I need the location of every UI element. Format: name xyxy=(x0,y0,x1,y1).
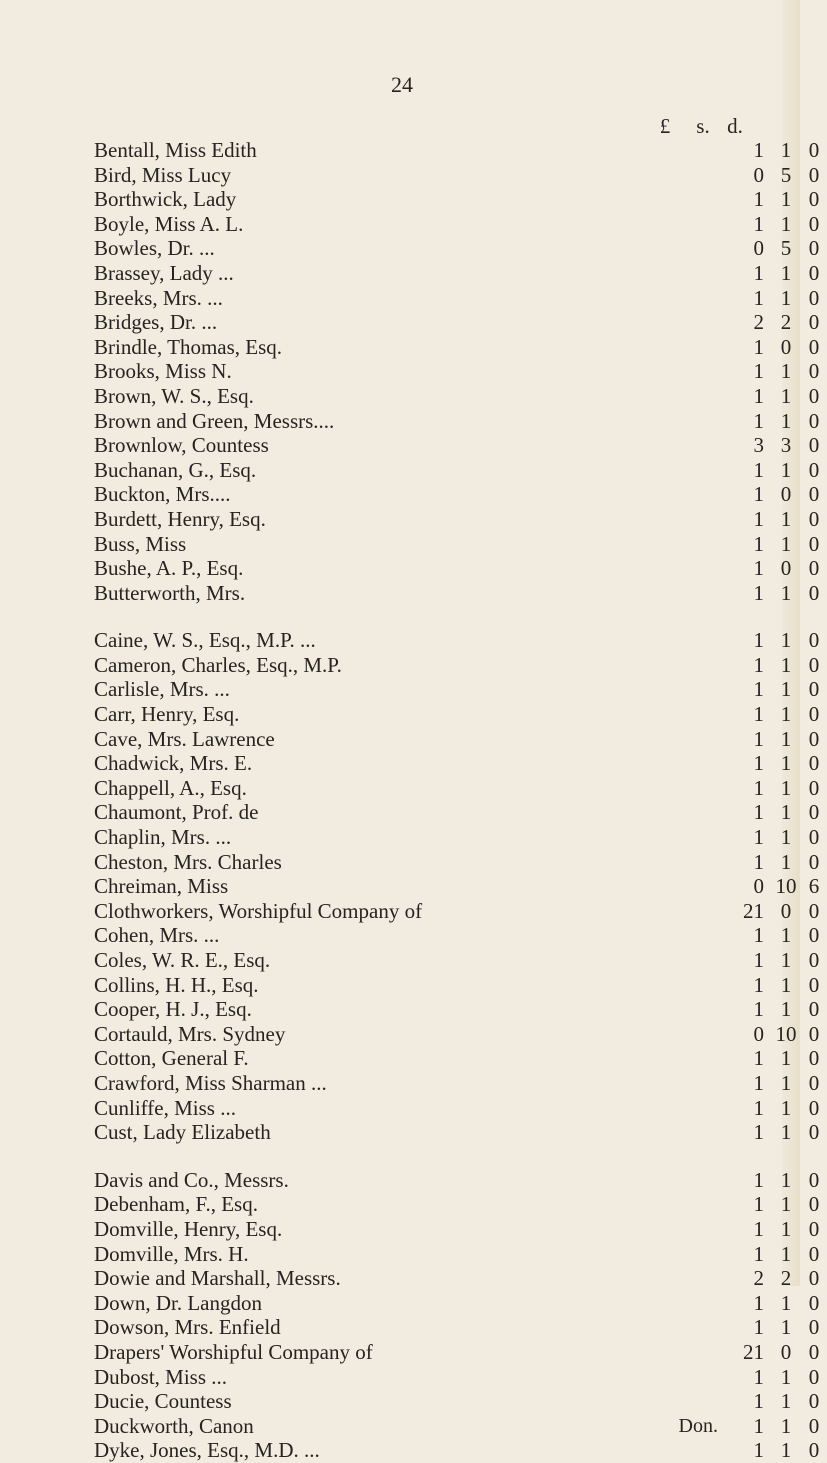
pounds-amount: 1 xyxy=(753,1389,764,1414)
pence-amount: 0 xyxy=(808,1192,820,1217)
list-item xyxy=(94,1290,820,1316)
subscriber-name: Bushe, A. P., Esq. xyxy=(94,556,244,581)
subscriber-name: Clothworkers, Worshipful Company of xyxy=(94,898,423,923)
pounds-amount: 1 xyxy=(753,211,764,236)
list-item xyxy=(94,310,820,335)
list-item xyxy=(94,1364,820,1390)
pence-amount: 0 xyxy=(808,1290,820,1315)
list-item xyxy=(94,1266,820,1291)
list-item xyxy=(94,580,820,606)
pence-amount: 0 xyxy=(808,751,820,776)
pounds-header: £ xyxy=(659,114,671,138)
subscriber-name: Cust, Lady Elizabeth xyxy=(94,1120,271,1145)
pence-amount: 0 xyxy=(808,1021,820,1046)
shillings-amount: 10 xyxy=(775,874,797,899)
pence-amount: 0 xyxy=(808,1241,820,1266)
pounds-amount: 1 xyxy=(753,948,764,972)
pounds-amount: 1 xyxy=(753,1364,764,1389)
pence-amount: 0 xyxy=(808,1438,820,1463)
shillings-amount: 1 xyxy=(780,408,792,433)
pence-amount: 0 xyxy=(808,457,820,482)
subscriber-name: Cortauld, Mrs. Sydney xyxy=(94,1021,286,1046)
pounds-amount: 3 xyxy=(753,433,764,458)
shillings-amount: 1 xyxy=(780,260,792,285)
shillings-amount: 1 xyxy=(780,948,792,972)
subscriber-name: Carlisle, Mrs. ... xyxy=(94,677,230,702)
list-item xyxy=(94,1167,820,1193)
subscriber-name: Down, Dr. Langdon xyxy=(94,1290,262,1315)
pounds-amount: 1 xyxy=(753,825,764,850)
pence-amount: 0 xyxy=(808,997,820,1022)
pence-amount: 0 xyxy=(808,972,820,997)
subscriber-name: Cheston, Mrs. Charles xyxy=(94,849,282,874)
pence-amount: 0 xyxy=(808,334,820,359)
list-item xyxy=(94,1438,820,1463)
shillings-amount: 1 xyxy=(780,1070,792,1095)
shillings-amount: 1 xyxy=(780,1364,792,1389)
subscriber-name: Bentall, Miss Edith xyxy=(94,138,257,162)
shillings-amount: 0 xyxy=(780,556,792,581)
pounds-amount: 1 xyxy=(753,775,764,800)
shillings-amount: 1 xyxy=(780,1046,792,1071)
list-item xyxy=(94,677,820,702)
subscriber-name: Dowie and Marshall, Messrs. xyxy=(94,1266,341,1291)
subscriber-name: Davis and Co., Messrs. xyxy=(94,1167,289,1192)
subscriber-name: Boyle, Miss A. L. xyxy=(94,211,244,236)
list-item xyxy=(94,531,820,557)
pence-amount: 0 xyxy=(808,1216,820,1241)
shillings-amount: 10 xyxy=(775,1021,797,1046)
shillings-amount: 0 xyxy=(780,334,792,359)
subscriber-name: Bridges, Dr. ... xyxy=(94,310,218,335)
pounds-amount: 1 xyxy=(753,923,764,948)
pence-amount: 0 xyxy=(808,1095,820,1120)
pounds-amount: 0 xyxy=(753,1021,764,1046)
shillings-amount: 5 xyxy=(780,236,792,261)
pence-amount: 0 xyxy=(808,285,820,310)
list-item xyxy=(94,383,820,409)
list-item xyxy=(94,457,820,483)
pounds-amount: 1 xyxy=(753,383,764,408)
list-item xyxy=(94,1070,820,1096)
pounds-amount: 21 xyxy=(743,1339,764,1364)
list-item xyxy=(94,775,820,801)
shillings-amount: 0 xyxy=(780,1339,792,1364)
shillings-amount: 1 xyxy=(780,997,792,1022)
subscriber-name: Domville, Mrs. H. xyxy=(94,1241,249,1266)
list-item xyxy=(94,825,820,850)
list-item xyxy=(94,482,820,507)
shillings-amount: 1 xyxy=(780,1241,792,1266)
pounds-amount: 2 xyxy=(753,310,764,335)
pounds-amount: 0 xyxy=(753,874,764,899)
pence-amount: 0 xyxy=(808,531,820,556)
subscriber-name: Buckton, Mrs.... xyxy=(94,482,231,507)
pence-amount: 0 xyxy=(808,1364,820,1389)
pounds-amount: 1 xyxy=(753,1046,764,1071)
list-item xyxy=(94,1339,820,1365)
list-item xyxy=(94,849,820,875)
pence-amount: 0 xyxy=(808,433,820,458)
pence-amount: 0 xyxy=(808,383,820,408)
pence-amount: 0 xyxy=(808,775,820,800)
shillings-amount: 1 xyxy=(780,138,792,162)
subscriber-name: Burdett, Henry, Esq. xyxy=(94,506,266,531)
pence-amount: 0 xyxy=(808,923,820,948)
subscriber-name: Carr, Henry, Esq. xyxy=(94,702,240,727)
subscriber-name: Cooper, H. J., Esq. xyxy=(94,997,252,1022)
list-item xyxy=(94,187,820,212)
subscriber-name: Brownlow, Countess xyxy=(94,433,269,458)
list-item xyxy=(94,1241,820,1267)
subscriber-name: Brassey, Lady ... xyxy=(94,260,234,285)
pence-amount: 0 xyxy=(808,677,820,702)
pounds-amount: 1 xyxy=(753,1315,764,1340)
subscriber-name: Cohen, Mrs. ... xyxy=(94,923,220,948)
pounds-amount: 0 xyxy=(753,236,764,261)
pence-amount: 0 xyxy=(808,556,820,581)
pence-amount: 0 xyxy=(808,1266,820,1291)
pence-amount: 0 xyxy=(808,652,820,677)
subscriber-name: Cameron, Charles, Esq., M.P. xyxy=(94,652,342,677)
list-item xyxy=(94,1021,820,1047)
subscriber-name: Brindle, Thomas, Esq. xyxy=(94,334,283,359)
subscriber-name: Borthwick, Lady xyxy=(94,187,237,212)
pounds-amount: 21 xyxy=(743,898,764,923)
list-item xyxy=(94,506,820,532)
subscriber-name: Collins, H. H., Esq. xyxy=(94,972,259,997)
shillings-amount: 1 xyxy=(780,652,792,677)
subscriber-name: Duckworth, Canon xyxy=(94,1413,254,1438)
list-item xyxy=(94,334,820,360)
subscriber-name: Dyke, Jones, Esq., M.D. ... xyxy=(94,1438,320,1463)
pounds-amount: 1 xyxy=(753,726,764,751)
list-item xyxy=(94,138,820,163)
subscriber-name: Brown and Green, Messrs.... xyxy=(94,408,335,433)
list-item xyxy=(94,652,820,678)
pounds-amount: 1 xyxy=(753,652,764,677)
list-item xyxy=(94,997,820,1022)
pence-header: d. xyxy=(727,114,743,138)
subscriber-name: Ducie, Countess xyxy=(94,1389,232,1414)
pence-amount: 0 xyxy=(808,1339,820,1364)
pence-amount: 0 xyxy=(808,138,820,162)
shillings-amount: 5 xyxy=(780,162,792,187)
pounds-amount: 1 xyxy=(753,482,764,507)
pence-amount: 0 xyxy=(808,726,820,751)
subscriber-name: Debenham, F., Esq. xyxy=(94,1192,258,1217)
pence-amount: 0 xyxy=(808,482,820,507)
subscriber-name: Cotton, General F. xyxy=(94,1046,249,1071)
subscriber-name: Chaplin, Mrs. ... xyxy=(94,825,232,850)
subscriber-name: Chappell, A., Esq. xyxy=(94,775,247,800)
pounds-amount: 1 xyxy=(753,677,764,702)
subscriber-name: Chreiman, Miss xyxy=(94,874,229,899)
pence-amount: 0 xyxy=(808,260,820,285)
list-item xyxy=(94,1315,820,1340)
shillings-header: s. xyxy=(696,114,710,138)
pounds-amount: 1 xyxy=(753,702,764,727)
list-item xyxy=(94,1192,820,1217)
shillings-amount: 1 xyxy=(780,580,792,605)
subscriber-name: Cave, Mrs. Lawrence xyxy=(94,726,275,751)
shillings-amount: 0 xyxy=(780,898,792,923)
shillings-amount: 3 xyxy=(780,433,792,458)
pence-amount: 0 xyxy=(808,628,820,653)
pence-amount: 0 xyxy=(808,211,820,236)
pounds-amount: 1 xyxy=(753,800,764,825)
list-item xyxy=(94,433,820,458)
pence-amount: 6 xyxy=(808,874,820,899)
pounds-amount: 1 xyxy=(753,751,764,776)
list-item xyxy=(94,162,820,188)
subscriber-name: Buchanan, G., Esq. xyxy=(94,457,257,482)
shillings-amount: 1 xyxy=(780,775,792,800)
shillings-amount: 1 xyxy=(780,1389,792,1414)
shillings-amount: 1 xyxy=(780,1167,792,1192)
shillings-amount: 1 xyxy=(780,1438,792,1463)
pence-amount: 0 xyxy=(808,1120,820,1145)
pounds-amount: 1 xyxy=(753,1216,764,1241)
subscriber-name: Chaumont, Prof. de xyxy=(94,800,259,825)
list-item xyxy=(94,751,820,776)
shillings-amount: 1 xyxy=(780,531,792,556)
list-item xyxy=(94,359,820,384)
shillings-amount: 1 xyxy=(780,1120,792,1145)
subscriber-name: Buss, Miss xyxy=(94,531,187,556)
pounds-amount: 1 xyxy=(753,457,764,482)
list-item xyxy=(94,1216,820,1242)
pence-amount: 0 xyxy=(808,849,820,874)
pounds-amount: 1 xyxy=(753,849,764,874)
subscriber-list xyxy=(94,138,820,1463)
shillings-amount: 1 xyxy=(780,726,792,751)
subscriber-name: Bowles, Dr. ... xyxy=(94,236,215,261)
pence-amount: 0 xyxy=(808,310,820,335)
pence-amount: 0 xyxy=(808,1167,820,1192)
list-item xyxy=(94,556,820,581)
pence-amount: 0 xyxy=(808,1070,820,1095)
list-item xyxy=(94,628,820,653)
shillings-amount: 1 xyxy=(780,628,792,653)
list-item xyxy=(94,211,820,237)
pounds-amount: 1 xyxy=(753,1095,764,1120)
pence-amount: 0 xyxy=(808,162,820,187)
list-item xyxy=(94,898,820,924)
shillings-amount: 1 xyxy=(780,800,792,825)
subscriber-name: Brown, W. S., Esq. xyxy=(94,383,254,408)
pounds-amount: 2 xyxy=(753,1266,764,1291)
pence-amount: 0 xyxy=(808,948,820,972)
list-item xyxy=(94,726,820,752)
pounds-amount: 1 xyxy=(753,138,764,162)
pence-amount: 0 xyxy=(808,408,820,433)
pounds-amount: 1 xyxy=(753,285,764,310)
pounds-amount: 1 xyxy=(753,334,764,359)
shillings-amount: 1 xyxy=(780,825,792,850)
pounds-amount: 1 xyxy=(753,1120,764,1145)
list-item xyxy=(94,1413,820,1439)
pence-amount: 0 xyxy=(808,1315,820,1340)
shillings-amount: 1 xyxy=(780,506,792,531)
shillings-amount: 1 xyxy=(780,359,792,384)
list-item xyxy=(94,1120,820,1145)
list-item xyxy=(94,236,820,261)
subscriber-name: Domville, Henry, Esq. xyxy=(94,1216,283,1241)
list-item xyxy=(94,702,820,727)
shillings-amount: 2 xyxy=(780,1266,792,1291)
list-item xyxy=(94,1389,820,1414)
shillings-amount: 1 xyxy=(780,187,792,212)
subscriber-name: Cunliffe, Miss ... xyxy=(94,1095,236,1120)
shillings-amount: 0 xyxy=(780,482,792,507)
pence-amount: 0 xyxy=(808,506,820,531)
pence-amount: 0 xyxy=(808,1389,820,1414)
subscriber-name: Brooks, Miss N. xyxy=(94,359,232,384)
pounds-amount: 1 xyxy=(753,1413,764,1438)
pence-amount: 0 xyxy=(808,825,820,850)
pounds-amount: 1 xyxy=(753,1192,764,1217)
list-item xyxy=(94,285,820,311)
pounds-amount: 1 xyxy=(753,580,764,605)
subscriber-name: Dowson, Mrs. Enfield xyxy=(94,1315,281,1340)
subscriber-name: Breeks, Mrs. ... xyxy=(94,285,223,310)
shillings-amount: 1 xyxy=(780,457,792,482)
shillings-amount: 1 xyxy=(780,702,792,727)
subscriber-name: Chadwick, Mrs. E. xyxy=(94,751,253,776)
list-item xyxy=(94,874,820,899)
list-item xyxy=(94,948,820,973)
pounds-amount: 1 xyxy=(753,260,764,285)
pounds-amount: 1 xyxy=(753,187,764,212)
donation-prefix: Don. xyxy=(678,1414,718,1437)
subscriber-name: Coles, W. R. E., Esq. xyxy=(94,948,271,972)
pounds-amount: 1 xyxy=(753,531,764,556)
list-item xyxy=(94,972,820,998)
pence-amount: 0 xyxy=(808,898,820,923)
list-item xyxy=(94,923,820,948)
shillings-amount: 1 xyxy=(780,1095,792,1120)
pounds-amount: 1 xyxy=(753,506,764,531)
pounds-amount: 1 xyxy=(753,408,764,433)
pounds-amount: 1 xyxy=(753,1290,764,1315)
shillings-amount: 1 xyxy=(780,383,792,408)
subscriber-name: Butterworth, Mrs. xyxy=(94,580,246,605)
shillings-amount: 1 xyxy=(780,849,792,874)
shillings-amount: 1 xyxy=(780,211,792,236)
shillings-amount: 1 xyxy=(780,972,792,997)
pounds-amount: 1 xyxy=(753,1241,764,1266)
pounds-amount: 1 xyxy=(753,1070,764,1095)
pounds-amount: 1 xyxy=(753,997,764,1022)
shillings-amount: 1 xyxy=(780,1413,792,1438)
subscriber-name: Dubost, Miss ... xyxy=(94,1364,228,1389)
pence-amount: 0 xyxy=(808,187,820,212)
pounds-amount: 1 xyxy=(753,1167,764,1192)
shillings-amount: 1 xyxy=(780,1216,792,1241)
page-number: 24 xyxy=(391,72,413,97)
currency-column-header xyxy=(650,114,790,140)
pence-amount: 0 xyxy=(808,1413,820,1438)
pence-amount: 0 xyxy=(808,580,820,605)
pounds-amount: 1 xyxy=(753,628,764,653)
shillings-amount: 1 xyxy=(780,677,792,702)
pounds-amount: 0 xyxy=(753,162,764,187)
pence-amount: 0 xyxy=(808,236,820,261)
subscriber-name: Crawford, Miss Sharman ... xyxy=(94,1070,327,1095)
subscriber-name: Drapers' Worshipful Company of xyxy=(94,1339,373,1364)
shillings-amount: 1 xyxy=(780,1290,792,1315)
shillings-amount: 1 xyxy=(780,923,792,948)
pence-amount: 0 xyxy=(808,359,820,384)
pounds-amount: 1 xyxy=(753,556,764,581)
subscriber-name: Bird, Miss Lucy xyxy=(94,162,232,187)
pence-amount: 0 xyxy=(808,1046,820,1071)
list-item xyxy=(94,260,820,286)
pounds-amount: 1 xyxy=(753,359,764,384)
list-item xyxy=(94,800,820,825)
shillings-amount: 1 xyxy=(780,1315,792,1340)
pounds-amount: 1 xyxy=(753,1438,764,1463)
list-item xyxy=(94,1046,820,1071)
subscriber-name: Caine, W. S., Esq., M.P. ... xyxy=(94,628,316,653)
pounds-amount: 1 xyxy=(753,972,764,997)
list-item xyxy=(94,1095,820,1121)
pence-amount: 0 xyxy=(808,800,820,825)
pence-amount: 0 xyxy=(808,702,820,727)
list-item xyxy=(94,408,820,434)
shillings-amount: 2 xyxy=(780,310,792,335)
shillings-amount: 1 xyxy=(780,751,792,776)
shillings-amount: 1 xyxy=(780,285,792,310)
shillings-amount: 1 xyxy=(780,1192,792,1217)
